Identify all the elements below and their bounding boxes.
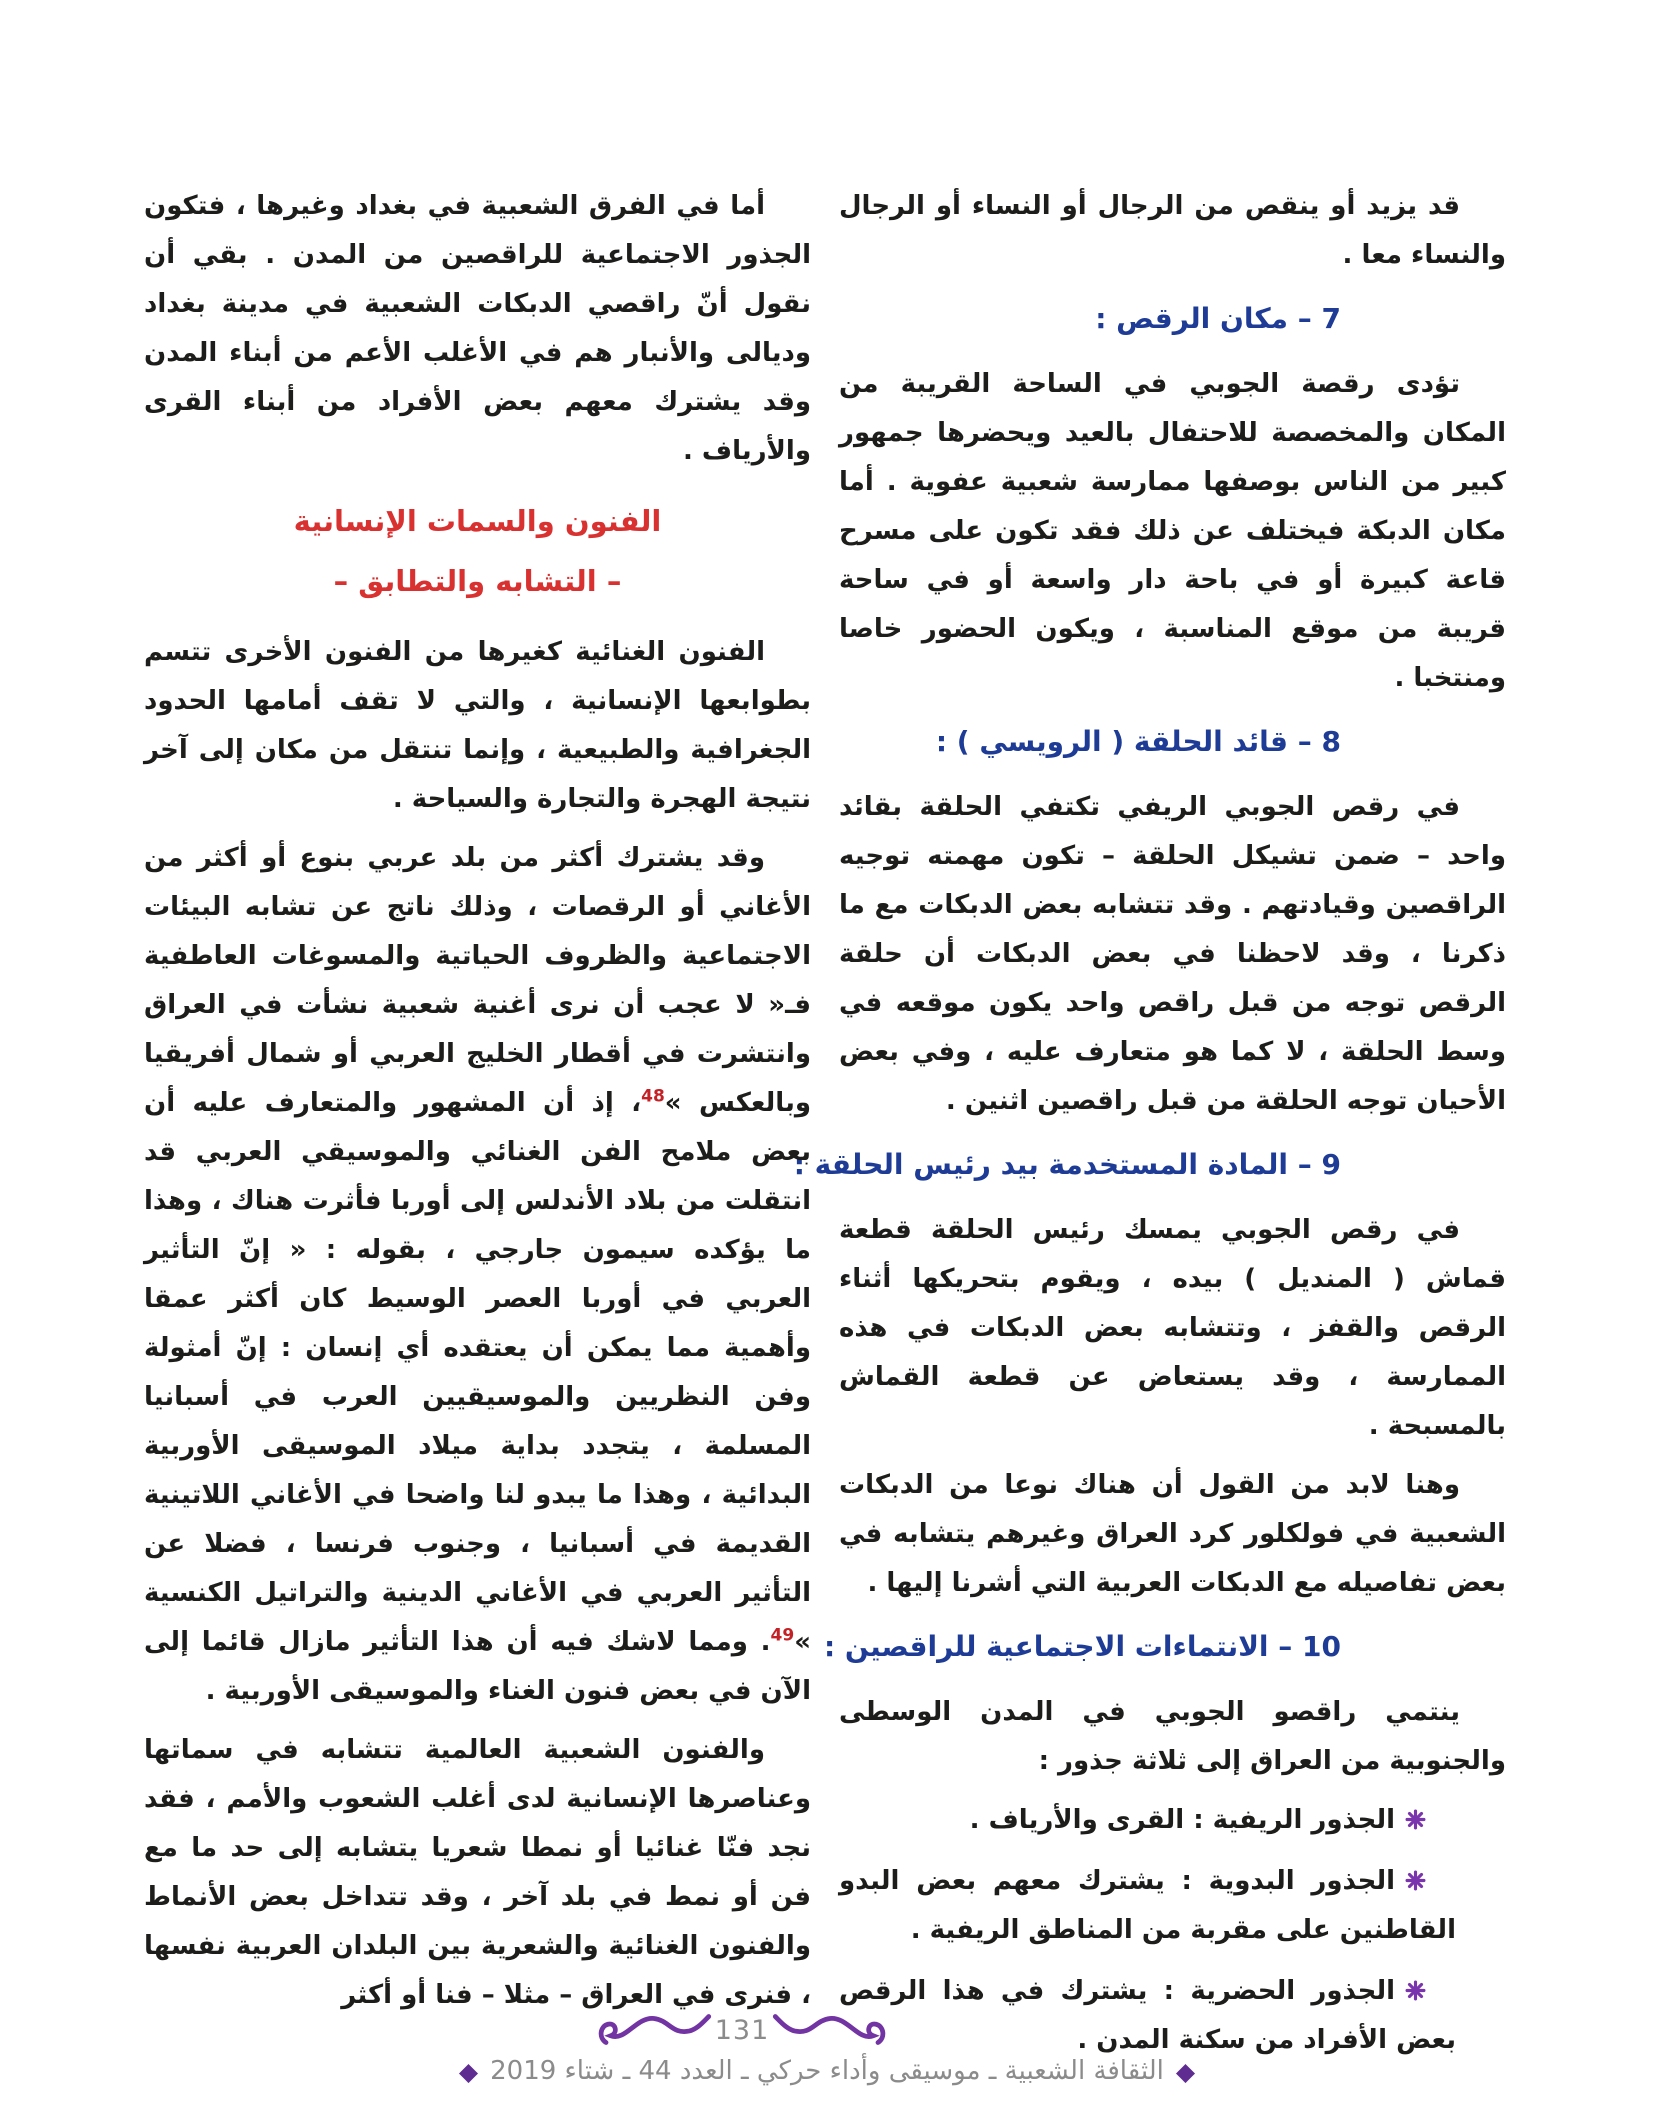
swirl-ornament-icon bbox=[771, 2006, 889, 2054]
column-right bbox=[793, 182, 1506, 2077]
list-item-rural-roots bbox=[839, 1796, 1506, 1845]
paragraph-with-footnotes bbox=[144, 834, 811, 1716]
paragraph: الفنون الغنائية كغيرها من الفنون الأخرى تتسم بطوابعها الإنسانية ، والتي لا تقف أمامها الحدود الجغرافية والطبيعية ، وإنما تنتقل من مكان إلى آخر نتيجة الهجرة والتجارة والسياحة . bbox=[144, 637, 811, 814]
paragraph: والفنون الشعبية العالمية تتشابه في سماتها وعناصرها الإنسانية لدى أغلب الشعوب والأمم ، فقد نجد فنّا غنائيا أو نمطا شعريا يتشابه إلى حد ما مع فن أو نمط في بلد آخر ، وقد تتداخل بعض الأنماط والفنون الغنائية والشعرية بين البلدان العربية نفسها ، فنرى في العراق – مثلا – فنا أو أكثر bbox=[144, 1735, 811, 2010]
section-heading-arts-human-traits: الفنون والسمات الإنسانية bbox=[293, 504, 662, 538]
section-subheading-similarity-congruence: – التشابه والتطابق – bbox=[333, 564, 622, 598]
footnote-ref-49: 49 bbox=[770, 1625, 795, 1646]
paragraph: في رقص الجوبي الريفي تكتفي الحلقة بقائد واحد – ضمن تشيكل الحلقة – تكون مهمته توجيه الراقصين وقيادتهم . وقد تتشابه بعض الدبكات مع ما ذكرنا ، وقد لاحظنا في بعض الدبكات أن حلقة الرقص توجه من قبل راقص واحد يكون موقعه في وسط الحلقة ، لا كما هو متعارف عليه ، وفي بعض الأحيان توجه الحلقة من قبل راقصين اثنين . bbox=[839, 792, 1506, 1116]
section-heading-7-dance-place: 7 – مكان الرقص : bbox=[1095, 302, 1341, 335]
list-item-text: الجذور الحضرية : يشترك في هذا الرقص بعض الأفراد من سكنة المدن . bbox=[839, 1976, 1456, 2055]
list-item-text: الجذور الريفية : القرى والأرياف . bbox=[969, 1805, 1395, 1835]
swirl-ornament-icon bbox=[595, 2006, 713, 2054]
flower-bullet-icon bbox=[1405, 1870, 1426, 1891]
flower-bullet-icon bbox=[1405, 1980, 1426, 2001]
paragraph: أما في الفرق الشعبية في بغداد وغيرها ، فتكون الجذور الاجتماعية للراقصين من المدن . بقي أن نقول أنّ راقصي الدبكات الشعبية في مدينة بغداد وديالى والأنبار هم في الأغلب الأعم من أبناء المدن وقد يشترك معهم بعض الأفراد من أبناء القرى والأرياف . bbox=[144, 191, 811, 466]
journal-issue-info: الثقافة الشعبية ـ موسيقى وأداء حركي ـ العدد 44 ـ شتاء 2019 bbox=[490, 2056, 1164, 2086]
section-heading-10-social-roots: 10 – الانتماءات الاجتماعية للراقصين : bbox=[823, 1630, 1341, 1663]
paragraph: قد يزيد أو ينقص من الرجال أو النساء أو الرجال والنساء معا . bbox=[839, 191, 1506, 270]
paragraph-text: ، إذ أن المشهور والمتعارف عليه أن بعض ملامح الفن الغنائي والموسيقي العربي قد انتقلت من بلاد الأندلس إلى أوربا فأثرت هناك ، وهذا ما يؤكده سيمون جارجي ، بقوله : « إنّ التأثير العربي في أوربا العصر الوسيط كان أكثر عمقا وأهمية مما يمكن أن يعتقده أي إنسان : إنّ أمثولة وفن النظريين والموسيقيين العرب في أسبانيا المسلمة ، يتجدد بداية ميلاد الموسيقى الأوربية البدائية ، وهذا ما يبدو لنا واضحا في الأغاني اللاتينية القديمة في أسبانيا ، وجنوب فرنسا ، فضلا عن التأثير العربي في الأغاني الدينية والتراتيل الكنسية » bbox=[144, 1088, 811, 1657]
flower-bullet-icon bbox=[1405, 1809, 1426, 1830]
page-footer bbox=[0, 2006, 1654, 2086]
paragraph-text: وقد يشترك أكثر من بلد عربي بنوع أو أكثر من الأغاني أو الرقصات ، وذلك ناتج عن تشابه البيئات الاجتماعية والظروف الحياتية والمسوغات العاطفية فـ« لا عجب أن نرى أغنية شعبية نشأت في العراق وانتشرت في أقطار الخليج العربي أو شمال أفريقيا وبالعكس » bbox=[144, 843, 811, 1118]
list-item-text: الجذور البدوية : يشترك معهم بعض البدو القاطنين على مقربة من المناطق الريفية . bbox=[839, 1866, 1456, 1945]
section-heading-9-leader-material: 9 – المادة المستخدمة بيد رئيس الحلقة : bbox=[793, 1148, 1341, 1181]
diamond-ornament-icon: ◆ bbox=[458, 2056, 479, 2086]
paragraph: تؤدى رقصة الجوبي في الساحة القريبة من المكان والمخصصة للاحتفال بالعيد ويحضرها جمهور كبير من الناس بوصفها ممارسة شعبية عفوية . أما مكان الدبكة فيختلف عن ذلك فقد تكون على مسرح قاعة كبيرة أو في باحة دار واسعة أو في ساحة قريبة من موقع المناسبة ، ويكون الحضور خاصا ومنتخبا . bbox=[839, 369, 1506, 693]
paragraph: ينتمي راقصو الجوبي في المدن الوسطى والجنوبية من العراق إلى ثلاثة جذور : bbox=[839, 1697, 1506, 1776]
page-number: 131 bbox=[714, 2014, 770, 2046]
page-number-row bbox=[0, 2006, 1569, 2054]
footnote-ref-48: 48 bbox=[641, 1086, 665, 1107]
paragraph: في رقص الجوبي يمسك رئيس الحلقة قطعة قماش ( المنديل ) بيده ، ويقوم بتحريكها أثناء الرقص والقفز ، وتتشابه بعض الدبكات في هذه الممارسة ، وقد يستعاض عن قطعة القماش بالمسبحة . bbox=[839, 1215, 1506, 1441]
paragraph: وهنا لابد من القول أن هناك نوعا من الدبكات الشعبية في فولكلور كرد العراق وغيرهم يتشابه في بعض تفاصيله مع الدبكات العربية التي أشرنا إليها . bbox=[839, 1470, 1506, 1598]
diamond-ornament-icon: ◆ bbox=[1175, 2056, 1196, 2086]
column-left bbox=[144, 182, 811, 2077]
two-column-layout bbox=[144, 182, 1506, 2077]
journal-footer-line bbox=[0, 2056, 1654, 2086]
section-heading-8-circle-leader: 8 – قائد الحلقة ( الرويسي ) : bbox=[935, 725, 1341, 758]
paragraph-text: . ومما لاشك فيه أن هذا التأثير مازال قائما إلى الآن في بعض فنون الغناء والموسيقى الأوربية . bbox=[144, 1627, 811, 1706]
list-item-bedouin-roots bbox=[839, 1857, 1506, 1955]
